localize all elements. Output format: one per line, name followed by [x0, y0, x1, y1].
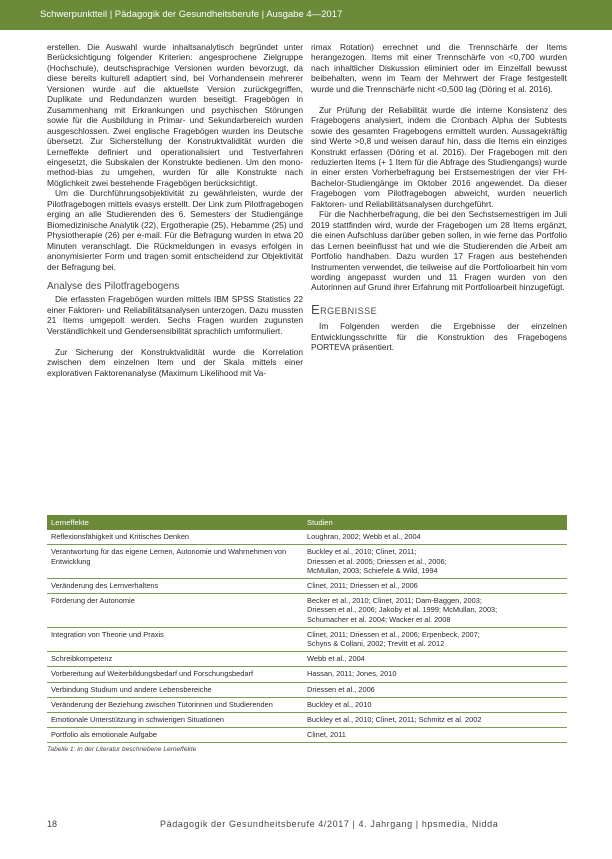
- running-title: Schwerpunktteil | Pädagogik der Gesundheitsberufe | Ausgabe 4—2017: [40, 9, 343, 20]
- table-cell-effect: Verantwortung für das eigene Lernen, Autonomie und Wahrnehmen von Entwicklung: [47, 545, 303, 579]
- table-cell-effect: Förderung der Autonomie: [47, 594, 303, 628]
- table-row: [47, 728, 567, 743]
- table-header-row: [47, 515, 567, 530]
- table-cell-studies: Webb et al., 2004: [303, 652, 567, 667]
- table-row: [47, 530, 567, 545]
- table-row: [47, 697, 567, 712]
- table-header-cell: Lerneffekte: [47, 515, 303, 530]
- table-cell-studies: Buckley et al., 2010: [303, 697, 567, 712]
- paragraph: Zur Prüfung der Reliabilität wurde die interne Konsistenz des Fragebogens analysiert, indem die Cronbach Alpha der Subtests sowie des gesamten Fragebogens ermittelt wurden. Aussagekräftig sind Werte >0,8 und weisen darauf hin, dass die Items ein einziges Konstrukt erfassen (Döring et al. 2016). Der Fragebogen mit den reduzierten Items (+ 1 Item für die Abfrage des Studiengangs) wurde in einer ersten Vorherbefragung bei Erstsemestrigen der vier FH-Bachelor-Studiengänge im Oktober 2016 angewendet. Da dieser Fragebogen vom Pilotfragebogen abweicht, wurden neuerlich Faktoren- und Reliabilitätsanalysen durchgeführt.: [311, 104, 567, 209]
- table-cell-effect: Vorbereitung auf Weiterbildungsbedarf und Forschungsbedarf: [47, 667, 303, 682]
- paragraph: erstellen. Die Auswahl wurde inhaltsanalytisch begründet unter Berücksichtigung folgender Kriterien: angesprochene Zielgruppe (Hochschule), deutschsprachige Versionen wurden bevorzugt, da diese bereits kulturell adaptiert sind, bei Vorhandensein mehrerer Versionen wurde auf die aktuellste Version zurückgegriffen, Duplikate und Redundanzen wurden beseitigt. Fragebögen in Zusammenhang mit Erkrankungen und psychischen Störungen sowie für die Ausbildung in Primar- und Sekundarbereich wurden ausgeschlossen. Zwei englische Fragebögen wurden ins Deutsche übersetzt. Zur Sicherstellung der Konstruktvalidität wurden die Lerneffekte definiert und operationalisiert und Testverfahren eingesetzt, die Subskalen der Konstrukte bedienen. Um den mono-method-bias zu umgehen, wurden für alle Konstrukte nach Möglichkeit zwei bestehende Fragebögen berücksichtigt.: [47, 42, 303, 188]
- table-header-cell: Studien: [303, 515, 567, 530]
- paragraph: rimax Rotation) errechnet und die Trennschärfe der Items herangezogen. Items mit einer Trennschärfe von <0,700 wurden nach inhaltlicher Diskussion eliminiert oder im Einzelfall bewusst beibehalten, wenn im Team der Mehrwert der Frage festgestellt wurde und die Trennschärfe nicht <0,500 lag (Döring et al. 2016).: [311, 42, 567, 94]
- table-row: [47, 594, 567, 628]
- footer-publication: Pädagogik der Gesundheitsberufe 4/2017 | 4. Jahrgang | hpsmedia, Nidda: [160, 819, 499, 829]
- table-row: [47, 652, 567, 667]
- right-column: [311, 42, 567, 353]
- table-row: [47, 579, 567, 594]
- table-body: [47, 530, 567, 743]
- paragraph: Zur Sicherung der Konstruktvalidität wurde die Korrelation zwischen dem einzelnen Item und der Skala mittels einer explorativen Faktorenanalyse (Maximum Likelihood mit Va-: [47, 346, 303, 378]
- table-cell-effect: Veränderung der Beziehung zwischen Tutorinnen und Studierenden: [47, 697, 303, 712]
- table-caption: Tabelle 1: In der Literatur beschriebene Lerneffekte: [47, 746, 197, 754]
- subheading: Analyse des Pilotfragebogens: [47, 280, 180, 292]
- table-cell-studies: Clinet, 2011; Driessen et al., 2006: [303, 579, 567, 594]
- table-cell-effect: Emotionale Unterstützung in schwierigen Situationen: [47, 713, 303, 728]
- paragraph: Die erfassten Fragebögen wurden mittels IBM SPSS Statistics 22 einer Faktoren- und Reliabilitätsanalysen unterzogen. Dazu mussten 21 Items umgepolt werden. Sechs Fragen wurden zugunsten Verständlichkeit und Gendersensibilität sprachlich umformuliert.: [47, 294, 303, 336]
- table-cell-effect: Integration von Theorie und Praxis: [47, 627, 303, 651]
- learning-effects-table: [47, 515, 567, 743]
- table-row: [47, 545, 567, 579]
- table-cell-studies: Clinet, 2011; Driessen et al., 2006; Erpenbeck, 2007; Schyns & Collani, 2002; Trevitt et al. 2012: [303, 627, 567, 651]
- table-cell-effect: Reflexionsfähigkeit und Kritisches Denken: [47, 530, 303, 545]
- table-row: [47, 627, 567, 651]
- table-cell-studies: Buckley et al., 2010; Clinet, 2011; Schmitz et al. 2002: [303, 713, 567, 728]
- table-cell-studies: Hassan, 2011; Jones, 2010: [303, 667, 567, 682]
- table-cell-studies: Loughran, 2002; Webb et al., 2004: [303, 530, 567, 545]
- table-cell-studies: Driessen et al., 2006: [303, 682, 567, 697]
- left-column: [47, 42, 303, 378]
- paragraph: Im Folgenden werden die Ergebnisse der einzelnen Entwicklungsschritte für die Konstruktion des Fragebogens PORTEVA präsentiert.: [311, 321, 567, 353]
- section-heading: Ergebnisse: [311, 301, 378, 317]
- table-cell-effect: Portfolio als emotionale Aufgabe: [47, 728, 303, 743]
- page-number: 18: [47, 819, 58, 829]
- learning-effects-table-wrapper: [47, 515, 567, 753]
- paragraph: Für die Nachherbefragung, die bei den Sechstsemestrigen im Juli 2019 stattfinden wird, wurde der Fragebogen um 28 Items ergänzt, die einen Aufschluss darüber geben sollen, in wie ferne das Portfolio das Lernen beeinflusst hat und wie die Studierenden die Arbeit am Portfolio handhaben. Dazu wurden 17 Fragen aus bestehenden Instrumenten verwendet, die teilweise auf die Portfolioarbeit hin vom wording angepasst wurden und 11 Fragen wurden von den Autorinnen auf Grund ihrer Erfahrung mit Portfolioarbeit hinzugefügt.: [311, 209, 567, 293]
- table-cell-studies: Becker et al., 2010; Clinet, 2011; Dam-Baggen, 2003; Driessen et al., 2006; Jakoby et al. 1999; McMullan, 2003; Schumacher et al. 2004; Wacker et al. 2008: [303, 594, 567, 628]
- table-row: [47, 667, 567, 682]
- table-row: [47, 682, 567, 697]
- table-cell-effect: Verbindung Studium und andere Lebensbereiche: [47, 682, 303, 697]
- paragraph: Um die Durchführungsobjektivität zu gewährleisten, wurde der Pilotfragebogen mittels evasys erstellt. Der Link zum Pilotfragebogen erging an alle Studierenden des 6. Semesters der Studiengänge Biomedizinische Analytik (22), Ergotherapie (25), Hebamme (25) und Physiotherapie (26) per e-mail. Für die Befragung wurden in etwa 20 Minuten veranschlagt. Die Rückmeldungen in evasys erfolgen in anonymisierter Form und tragen somit entscheidend zur Objektivität der Befragung bei.: [47, 188, 303, 272]
- table-cell-studies: Clinet, 2011: [303, 728, 567, 743]
- table-cell-studies: Buckley et al., 2010; Clinet, 2011; Driessen et al. 2005; Driessen et al., 2006; McMullan, 2003; Schiefele & Wild, 1994: [303, 545, 567, 579]
- table-cell-effect: Veränderung des Lernverhaltens: [47, 579, 303, 594]
- table-row: [47, 713, 567, 728]
- table-cell-effect: Schreibkompetenz: [47, 652, 303, 667]
